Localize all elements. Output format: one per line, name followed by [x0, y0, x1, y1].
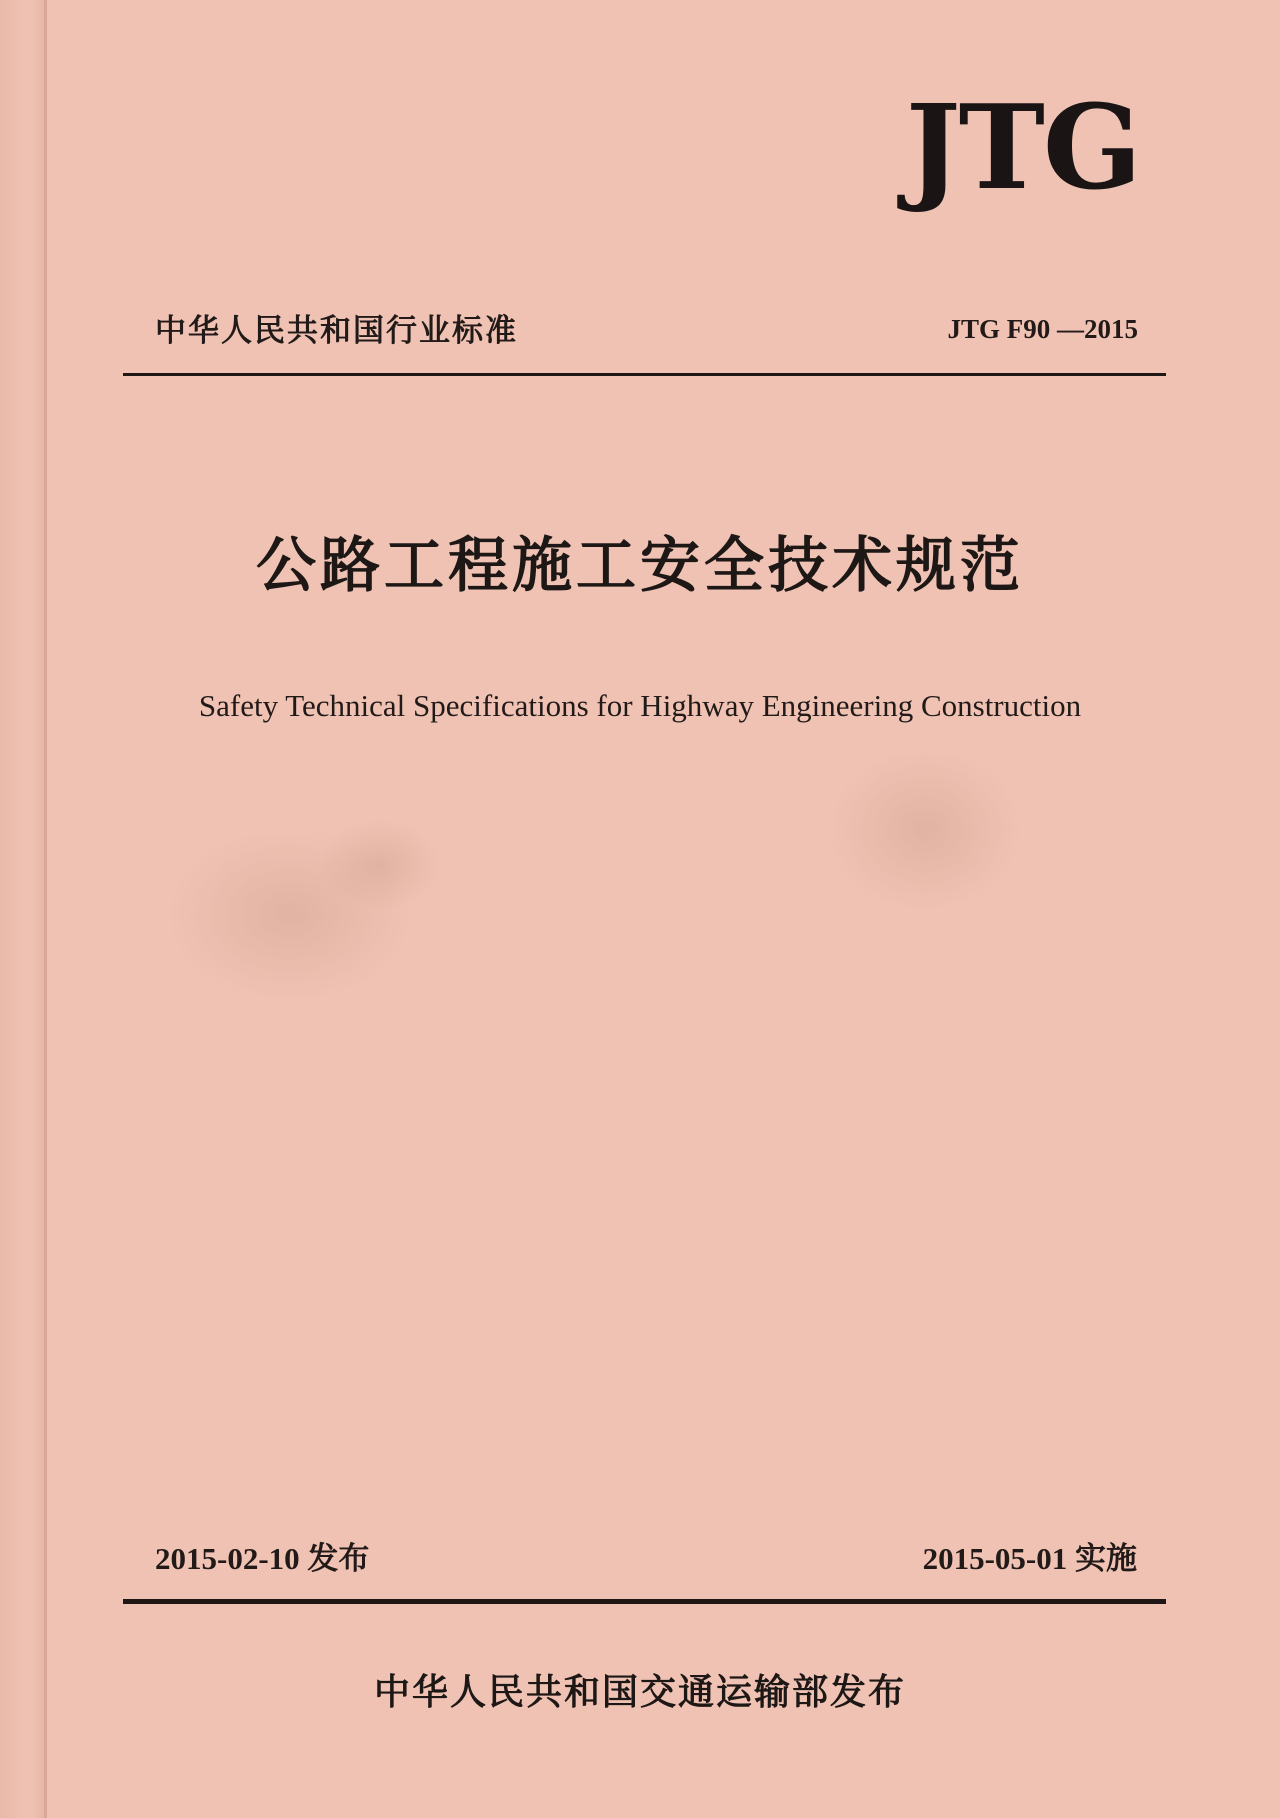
spine-edge	[0, 0, 44, 1818]
issue-date: 2015-02-10 发布	[155, 1541, 370, 1576]
title-english: Safety Technical Specifications for Highway Engineering Construction	[198, 688, 1082, 723]
title-chinese: 公路工程施工安全技术规范	[256, 531, 1024, 601]
spine-crease	[44, 0, 47, 1818]
effective-date: 2015-05-01 实施	[922, 1541, 1137, 1576]
jtg-logo: JTG	[905, 80, 1140, 216]
cover-stain	[320, 820, 440, 910]
standard-category: 中华人民共和国行业标准	[155, 313, 518, 349]
publisher: 中华人民共和国交通运输部发布	[373, 1672, 906, 1713]
standard-code: JTG F90 —2015	[947, 314, 1138, 344]
top-divider	[123, 373, 1166, 376]
bottom-divider	[123, 1599, 1166, 1604]
cover-stain	[830, 750, 1020, 910]
